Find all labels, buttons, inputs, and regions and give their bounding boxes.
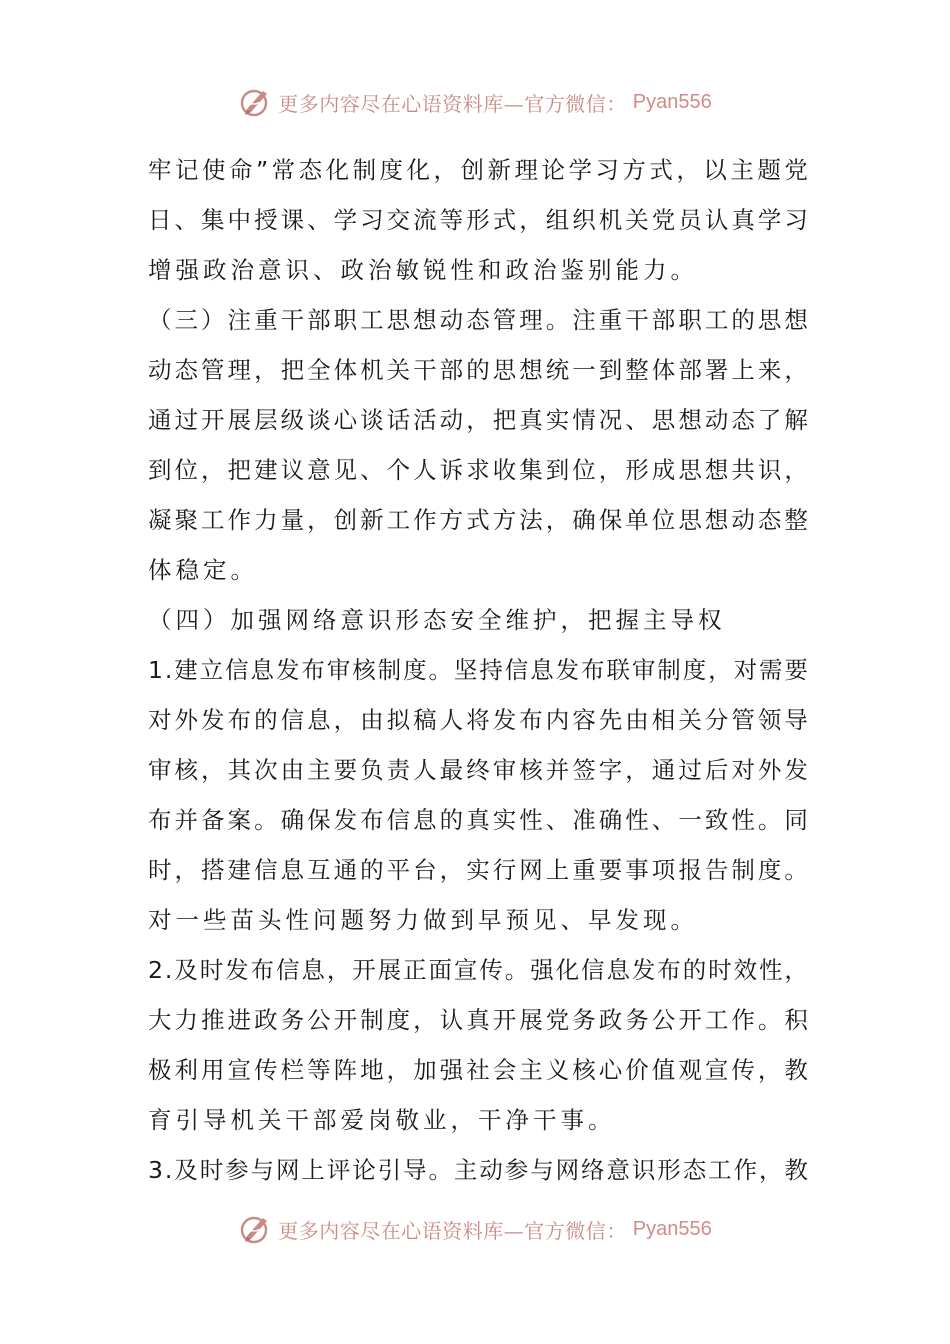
text-line: 1 . 建 立 信 息 发 布 审 核 制 度 。 坚 持 信 息 发 布 联 审 制 度 ， 对 需 要 [148, 656, 808, 684]
text-line: 凝 聚 工 作 力 量 ， 创 新 工 作 方 式 方 法 ， 确 保 单 位 思 想 动 态 整 [148, 506, 808, 534]
footer-watermark [0, 1209, 950, 1249]
text-line: （四）加强网络意识形态安全维护，把握主导权 [148, 606, 726, 634]
text-line: 2 . 及 时 发 布 信 息 ， 开 展 正 面 宣 传 。 强 化 信 息 发 布 的 时 效 性 ， [148, 956, 808, 984]
watermark-text: 更多内容尽在心语资料库—官方微信： [278, 91, 627, 116]
watermark-text: 更多内容尽在心语资料库—官方微信： [278, 1218, 627, 1243]
text-line: （ 三 ） 注 重 干 部 职 工 思 想 动 态 管 理 。 注 重 干 部 职 工 的 思 想 [148, 306, 808, 334]
text-line: 时 ， 搭 建 信 息 互 通 的 平 台 ， 实 行 网 上 重 要 事 项 报 告 制 度 。 [148, 856, 808, 884]
text-line: 日 、 集 中 授 课 、 学 习 交 流 等 形 式 ， 组 织 机 关 党 员 认 真 学 习 [148, 206, 808, 234]
text-line: 布 并 备 案 。 确 保 发 布 信 息 的 真 实 性 、 准 确 性 、 一 致 性 。 同 [148, 806, 808, 834]
text-line: 审 核 ， 其 次 由 主 要 负 责 人 最 终 审 核 并 签 字 ， 通 过 后 对 外 发 [148, 756, 808, 784]
text-line: 到 位 ， 把 建 议 意 见 、 个 人 诉 求 收 集 到 位 ， 形 成 思 想 共 识 ， [148, 456, 808, 484]
watermark-wechat-id: Pyan556 [632, 1217, 712, 1240]
text-line: 通 过 开 展 层 级 谈 心 谈 话 活 动 ， 把 真 实 情 况 、 思 想 动 态 了 解 [148, 406, 808, 434]
document-body [148, 145, 808, 1195]
text-line: 牢 记 使 命 ” 常 态 化 制 度 化 ， 创 新 理 论 学 习 方 式 ， 以 主 题 党 [148, 156, 808, 184]
header-watermark [0, 82, 950, 122]
watermark-wechat-id: Pyan556 [632, 90, 712, 113]
text-line: 对 外 发 布 的 信 息 ， 由 拟 稿 人 将 发 布 内 容 先 由 相 关 分 管 领 导 [148, 706, 808, 734]
text-line: 增强政治意识、政治敏锐性和政治鉴别能力。 [148, 256, 698, 284]
text-line: 育引导机关干部爱岗敬业，干净干事。 [148, 1106, 616, 1134]
text-line: 3 . 及 时 参 与 网 上 评 论 引 导 。 主 动 参 与 网 络 意 识 形 态 工 作 ， 教 [148, 1156, 808, 1184]
text-line: 体稳定。 [148, 556, 258, 584]
text-line: 动 态 管 理 ， 把 全 体 机 关 干 部 的 思 想 统 一 到 整 体 部 署 上 来 ， [148, 356, 808, 384]
pen-logo-icon [238, 85, 272, 119]
text-line: 对一些苗头性问题努力做到早预见、早发现。 [148, 906, 698, 934]
text-line: 大 力 推 进 政 务 公 开 制 度 ， 认 真 开 展 党 务 政 务 公 开 工 作 。 积 [148, 1006, 808, 1034]
pen-logo-icon [238, 1212, 272, 1246]
text-line: 极 利 用 宣 传 栏 等 阵 地 ， 加 强 社 会 主 义 核 心 价 值 观 宣 传 ， 教 [148, 1056, 808, 1084]
